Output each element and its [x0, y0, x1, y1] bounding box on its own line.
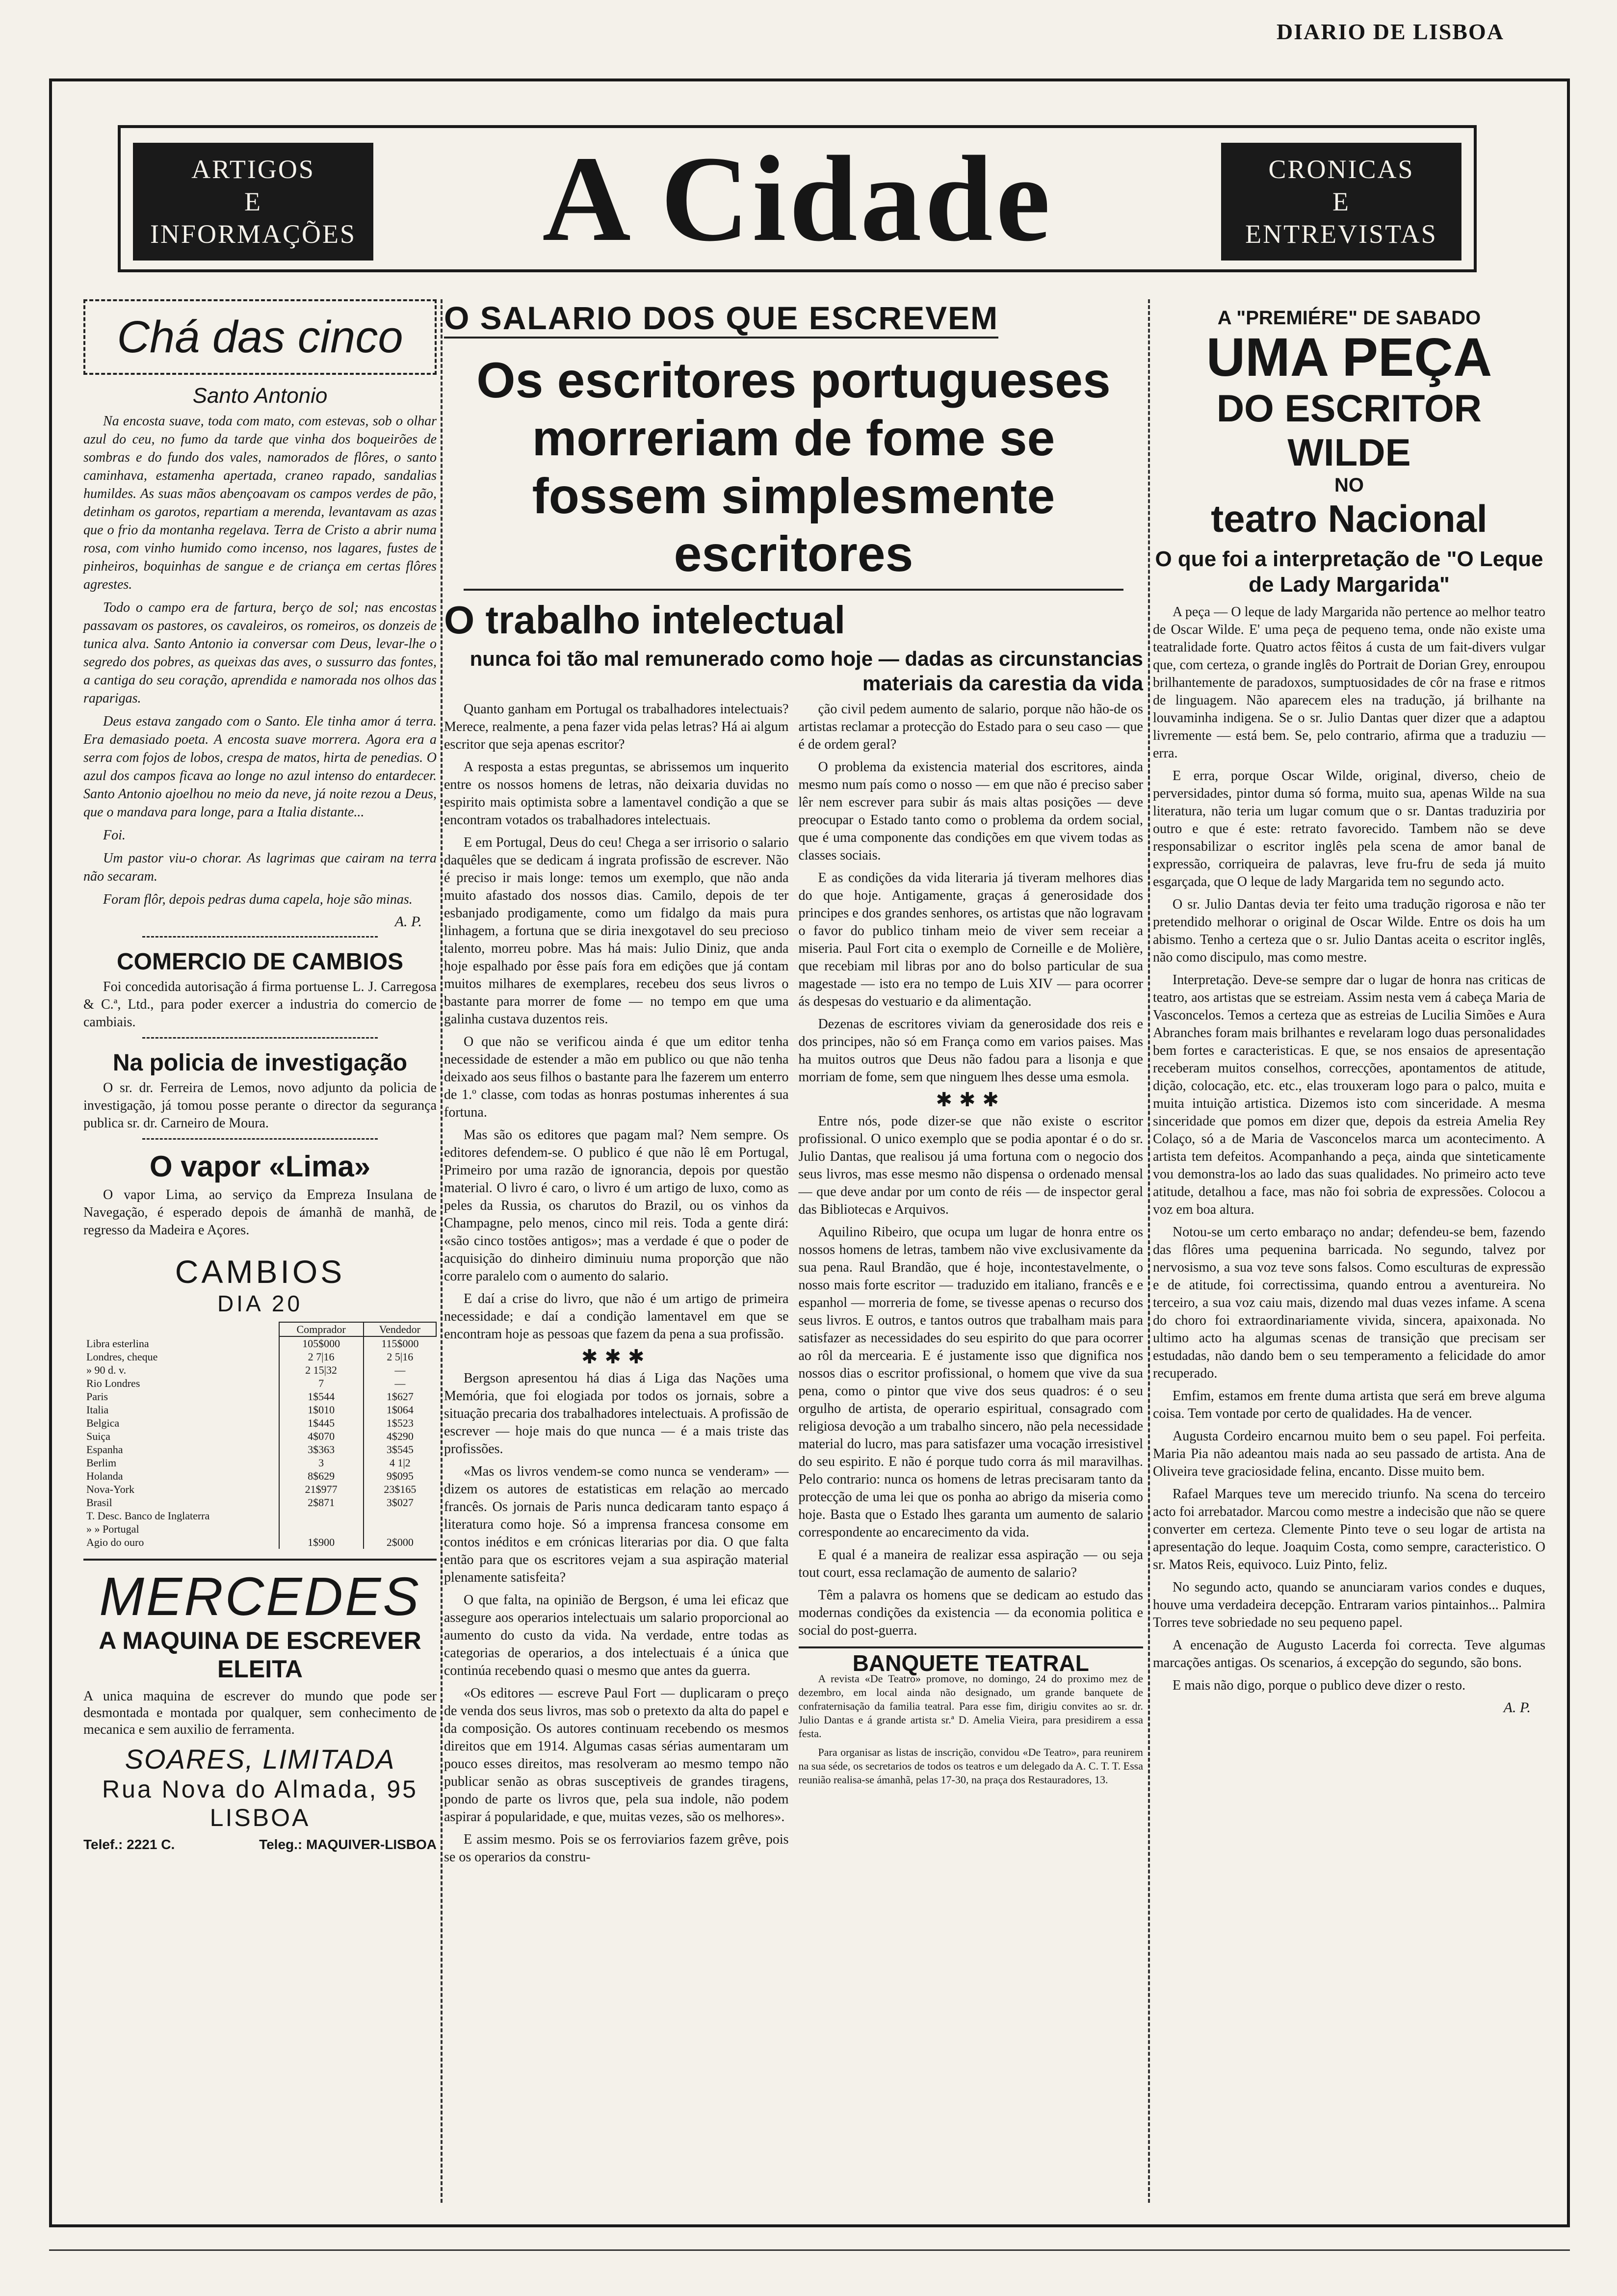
sell-rate: — [364, 1363, 436, 1377]
vapor-text: O vapor Lima, ao serviço da Empreza Insulana de Navegação, é esperado depois de ámanhã de manhã, de regresso da Madeira e Açores. [83, 1187, 437, 1238]
paragraph: Bergson apresentou há dias á Liga das Nações uma Memória, que foi elogiada por todos os jornais, sobre a situação precaria dos trabalhadores intelectuais. A profissão de escrever — hoje mais do que nunca — é a mais triste das profissões. [444, 1371, 789, 1457]
article-body [444, 701, 1143, 1871]
buy-rate: 7 [279, 1377, 364, 1390]
ad-phone: Telef.: 2221 C. [83, 1837, 175, 1852]
paragraph: E erra, porque Oscar Wilde, original, diverso, cheio de perversidades, pintor duma só forma, muito sua, apenas Wilde na sua literatura, não teria um lugar comum que o sr. Dantas traduziria por outro e que é este: retrato favorecido. Tambem não se deve responsabilizar o escritor inglês pela scena de amor banal de expressão, corriqueira de palavras, leve fru-fru de seda já muito esgarçada, que O leque de lady Margarida tem no segundo acto. [1153, 768, 1545, 889]
paragraph: Augusta Cordeiro encarnou muito bem o seu papel. Foi perfeita. Maria Pia não adeantou mais nada ao seu passado de artista. Ana de Oliveira teve graciosidade felina, encanto. Disse muito bem. [1153, 1429, 1545, 1479]
paragraph: Foi. [103, 828, 126, 843]
section-banner [118, 125, 1477, 272]
buy-rate: 1$900 [279, 1536, 364, 1549]
paragraph: Aquilino Ribeiro, que ocupa um lugar de honra entre os nossos homens de letras, tambem não vive exclusivamente da sua pena. Raul Brandão, que é hoje, incontestavelmente, o nosso mais forte escritor — traduzido em italiano, francês e e espanhol — morreria de fome, se tivesse apenas o recurso dos seus livros. E outros, e tantos outros que trabalham mais para satisfazer as necessidades do seu espirito do que para ocorrer ao rôl da mercearia. E é justamente isso que dignifica nos nossos dias o escritor profissional, o homem que vive da sua pena, como o pintor que vive dos seus quadros: é o seu orgulho de artista, de operario espiritual, consagrado com religiosa devoção a um trabalho sincero, não pela necessidade material do lucro, mas para satisfazer uma vocação irresistivel do seu espirito. E não é porque tudo corra ás mil maravilhas. Pelo contrario: nunca os homens de letras precisaram tanto da protecção de uma lei que os ponha ao abrigo da miseria como hoje. Basta que o Estado lhes garanta um aumento de salario correspondente ao encarecimento da vida. [798, 1225, 1143, 1540]
paragraph: A resposta a estas preguntas, se abrissemos um inquerito entre os nossos homens de letras, não deixaria duvidas no espirito mais optimista sobre a lamentavel condição a que se encontram votados os trabalhadores intelectuais. [444, 759, 789, 828]
paragraph: E mais não digo, porque o publico deve dizer o resto. [1173, 1678, 1466, 1693]
column-divider [441, 299, 443, 2203]
cambios-co-text: Foi concedida autorisação á firma portuense L. J. Carregosa & C.ª, Ltd., para poder exercer a industria do comercio de cambiais. [83, 979, 437, 1030]
banner-right-line: E [1332, 187, 1350, 216]
exchange-table-body [83, 1336, 436, 1549]
cambios-date: DIA 20 [217, 1291, 303, 1316]
signature: A. P. [394, 913, 422, 930]
paragraph: «Os editores — escreve Paul Fort — duplicaram o preço de venda dos seus livros, mas sob o pretexto da alta do papel e da composição. Os autores continuam recebendo os mesmos direitos que em 1914. Algumas casas sérias aumentaram um pouco esses direitos, mas resolveram ao mesmo tempo não publicar senão as obras susceptiveis de grandes tiragens, pondo de parte os livros que, pela sua indole, não podem aspirar á popularidade, e que, muitas vezes, são os melhores». [444, 1686, 789, 1825]
table-row [83, 1522, 436, 1536]
paragraph: E assim mesmo. Pois se os ferroviarios fazem grêve, pois se os operarios da constru- [444, 1832, 789, 1865]
paragraph: Quanto ganham em Portugal os trabalhadores intelectuais? Merece, realmente, a pena fazer vida pelas letras? Há ai algum escritor que seja apenas escritor? [444, 702, 789, 752]
ad-text: A unica maquina de escrever do mundo que pode ser desmontada e montada por qualquer, sem conhecimento de mecanica e sem auxilio de ferramenta. [83, 1689, 437, 1737]
paragraph: Na encosta suave, toda com mato, com estevas, sob o olhar azul do ceu, no fumo da tarde que vinha dos boqueirões de sombras e do fundo dos vales, namorados de flôres, o santo caminhava, estamenha apertada, craneo rapado, sandalias humildes. As suas mãos abençoavam os campos verdes de pão, detinham os garotos, repartiam a merenda, levantavam as azas que o frio da montanha regelava. Terra de Cristo a abrir numa rosa, com vinho humido como incenso, nos lagares, fustes de pinheiros, boquinhas de sangue e de criança em certas flôres agrestes. [83, 414, 437, 592]
paragraph: Interpretação. Deve-se sempre dar o lugar de honra nas criticas de teatro, aos artistas que se estreiam. Assim nesta vem á cabeça Maria de Vasconcelos. Temos a certeza que as estreias de Lucilia Simões e Aura Abranches foram mais brilhantes e revelaram logo duas personalidades bem fortes e caracteristicas. E que, se nos ensaios de apresentação receberam muitos conselhos, correcções, apontamentos de atitude, dição, colocação, etc. etc., elas trouxeram logo para o palco, muita e muita intuição artistica. Dizemos isto com sinceridade. A mesma sinceridade que pomos em dizer que, depois da estreia Amelia Rey Colaço, só a de Maria de Vasconcelos marca um acontecimento. A artista tem defeitos. Acompanhando a peça, ainda que sinteticamente vou demonstra-los ao lado das suas qualidades. No primeiro acto teve atitude, detalhou a face, mas não foi sobria de expressões. Colocou a voz em boa altura. [1153, 972, 1545, 1217]
ad-company: SOARES, LIMITADA [125, 1744, 395, 1774]
paragraph: Notou-se um certo embaraço no andar; defendeu-se bem, fazendo das flôres uma pequenina barricada. No segundo, talvez por nervosismo, a sua voz teve sons falsos. Como esculturas de expressão e de atitude, foi correctissima, quando entrou a aventureira. No terceiro, a sua voz caiu mais, dizendo mal duas vezes infame. A scena do choro foi extraordinariamente vivida, sincera, apaixonada. No ultimo acto ha algumas scenas de transição que precisam ser estudadas, não dando bem o seu temperamento a felicidade do amor recuperado. [1153, 1225, 1545, 1381]
article-right-col [799, 701, 1144, 1792]
buy-rate: 1$544 [279, 1390, 364, 1403]
ad-tagline: A MAQUINA DE ESCREVER ELEITA [99, 1627, 421, 1683]
buy-rate: 21$977 [279, 1483, 364, 1496]
paragraph: Entre nós, pode dizer-se que não existe o escritor profissional. O unico exemplo que se podia apontar é o do sr. Julio Dantas, que realisou já uma fortuna com o negocio dos seus livros, mas esse mesmo não dispensa o ordenado mensal — que deve andar por um conto de réis — de inspector geral das Bibliotecas e Arquivos. [798, 1114, 1143, 1217]
table-row [83, 1390, 436, 1403]
sell-rate: 23$165 [364, 1483, 436, 1496]
ad-brand: MERCEDES [99, 1566, 421, 1627]
sell-rate: 2 5|16 [364, 1350, 436, 1363]
column-title-box: Chá das cinco [83, 299, 437, 375]
paragraph: O que falta, na opinião de Bergson, é uma lei eficaz que assegure aos operarios intelectuais um salario proporcional ao aumento do custo da vida. Na verdade, entre todas as categorias de operarios, a dos intelectuais é a única que continúa recebendo quasi o mesmo que antes da guerra. [444, 1592, 789, 1678]
ad-contact [83, 1837, 437, 1852]
table-row [83, 1496, 436, 1509]
policia-text: O sr. dr. Ferreira de Lemos, novo adjunto da policia de investigação, já tomou posse perante o director da segurança publica sr. dr. Carneiro de Moura. [83, 1080, 437, 1131]
review-headline-3: teatro Nacional [1211, 497, 1487, 540]
table-corner [83, 1322, 279, 1336]
buy-rate [279, 1509, 364, 1522]
sell-rate: 4 1|2 [364, 1456, 436, 1469]
table-row [83, 1336, 436, 1350]
advertisement [83, 1559, 437, 1852]
vapor-title: O vapor «Lima» [149, 1150, 371, 1183]
paragraph: ção civil pedem aumento de salario, porque não hão-de os artistas reclamar a protecção do Estado para o seu caso — que é de ordem geral? [798, 702, 1143, 752]
ad-address: Rua Nova do Almada, 95 [102, 1775, 418, 1803]
sell-rate: 3$545 [364, 1443, 436, 1456]
section-stars: ✱✱✱ [581, 1346, 652, 1368]
section-title: A Cidade [542, 131, 1053, 267]
column-left [83, 299, 437, 1852]
paragraph: Foram flôr, depois pedras duma capela, hoje são minas. [103, 892, 413, 907]
currency-label: Berlim [86, 1457, 117, 1469]
currency-label: Belgica [86, 1417, 120, 1429]
banquet-title: BANQUETE TEATRAL [799, 1646, 1144, 1672]
table-row [83, 1430, 436, 1443]
bottom-rule [49, 2249, 1570, 2251]
sell-rate: — [364, 1377, 436, 1390]
currency-label: Holanda [86, 1470, 123, 1482]
buy-rate: 2$871 [279, 1496, 364, 1509]
buy-rate: 8$629 [279, 1469, 364, 1483]
table-row [83, 1363, 436, 1377]
currency-label: Paris [86, 1390, 108, 1403]
exchange-table [83, 1322, 437, 1549]
buy-rate: 1$445 [279, 1416, 364, 1430]
signature: A. P. [1503, 1699, 1531, 1716]
table-row [83, 1483, 436, 1496]
currency-label: » » Portugal [86, 1523, 139, 1535]
table-row [83, 1350, 436, 1363]
column-center [444, 299, 1143, 1871]
table-row [83, 1377, 436, 1390]
paragraph: O que não se verificou ainda é que um editor tenha necessidade de estender a mão em publico ou que não tenha deixado aos seus filhos o bastante para lhe fazerem um enterro de 1.º classe, com todas as honras postumas inherentes á sua fortuna. [444, 1034, 789, 1120]
paragraph: Dezenas de escritores viviam da generosidade dos reis e dos principes, não só em França como em varios paises. Mas ha muitos outros que Deus não fadou para a lisonja e que morriam de fome, sem que ninguem lhes desse uma esmola. [798, 1017, 1143, 1085]
paragraph: E daí a crise do livro, que não é um artigo de primeira necessidade; e daí a condição lamentavel em que se encontram hoje as pessoas que fazem da pena a sua profissão. [444, 1291, 789, 1342]
banner-left-line: ARTIGOS [191, 155, 315, 184]
cambios-title: CAMBIOS [175, 1253, 345, 1290]
column-divider [1148, 299, 1150, 2203]
sell-rate: 1$064 [364, 1403, 436, 1416]
currency-label: Brasil [86, 1496, 112, 1509]
column-header-sell: Vendedor [364, 1322, 436, 1336]
story-body [83, 412, 437, 909]
paragraph: E em Portugal, Deus do ceu! Chega a ser irrisorio o salario daquêles que se dedicam á ingrata profissão de escrever. Não é preciso ir mais longe: temos um exemplo, que não anda muito afastado dos nossos dias. Camilo, depois de ter esbanjado prodigamente, como um fidalgo da mais pura linhagem, a fortuna que se diria inexgotavel do seu precioso talento, morreu pobre. Mas há mais: Julio Diniz, que anda hoje espalhado por êsse país fora em edições que já contam muitos milhares de exemplares, recebeu dos seus livros o bastante para morrer de fome — no tempo em que uma galinha custava duzentos reis. [444, 835, 789, 1027]
paragraph: No segundo acto, quando se anunciaram varios condes e duques, houve uma verdadeira decepção. Entraram varios pintainhos... Palmira Torres teve sobriedade no seu pequeno papel. [1153, 1580, 1545, 1630]
currency-label: Libra esterlina [86, 1337, 149, 1350]
buy-rate: 2 7|16 [279, 1350, 364, 1363]
paragraph: Têm a palavra os homens que se dedicam ao estudo das modernas condições da existencia — da economia politica e social do post-guerra. [798, 1588, 1143, 1638]
buy-rate: 4$070 [279, 1430, 364, 1443]
paragraph: E as condições da vida literaria já tiveram melhores dias do que hoje. Antigamente, graças á generosidade dos principes e dos grandes senhores, os artistas que não logravam o favor do publico tinham meio de viver sem receiar a miseria. Paul Fort cita o exemplo de Corneille e de Molière, que recebiam mil libras por ano do bolso particular de sua magestade — isto era no tempo de Luis XIV — para ocorrer ás despesas do vestuario e da alimentação. [798, 870, 1143, 1009]
paragraph: Um pastor viu-o chorar. As lagrimas que cairam na terra não secaram. [83, 851, 437, 884]
paragraph: Todo o campo era de fartura, berço de sol; nas encostas passavam os pastores, os cavaleiros, os romeiros, os donzeis de tunica alva. Santo Antonio ia conversar com Deus, levar-lhe o segredo dos pobres, as queixas das aves, o sussurro das fontes, a cantiga do seu coração, aprendida e namorada nos olhos das raparigas. [83, 600, 437, 706]
review-kicker: A "PREMIÉRE" DE SABADO [1217, 307, 1481, 329]
banner-left-line: INFORMAÇÕES [150, 219, 357, 249]
review-body [1153, 603, 1545, 1695]
sell-rate: 115$000 [364, 1336, 436, 1350]
sell-rate: 3$027 [364, 1496, 436, 1509]
currency-label: » 90 d. v. [86, 1364, 127, 1376]
story-title: Santo Antonio [192, 384, 328, 408]
column-right [1153, 299, 1545, 1721]
policia-title: Na policia de investigação [112, 1050, 408, 1076]
buy-rate: 2 15|32 [279, 1363, 364, 1377]
banner-left-line: E [244, 187, 262, 216]
table-row [83, 1416, 436, 1430]
review-headline-2: DO ESCRITOR WILDE [1216, 387, 1482, 474]
banner-left-box [133, 143, 373, 261]
currency-label: Londres, cheque [86, 1351, 158, 1363]
table-row [83, 1403, 436, 1416]
banner-right-box [1221, 143, 1461, 261]
table-row [83, 1536, 436, 1549]
currency-label: Nova-York [86, 1483, 134, 1495]
section-stars: ✱✱✱ [936, 1089, 1006, 1111]
paragraph: «Mas os livros vendem-se como nunca se venderam» — dizem os autores de estatisticas em relação ao mercado francês. Os jornais de Paris nunca dedicaram tanto espaço á literatura como hoje. Só a imprensa francesa consome em contos inéditos e em crónicas literarias por dia. O que falta então para que os escritores vejam a sua aspiração material plenamente satisfeita? [444, 1464, 789, 1585]
currency-label: Agio do ouro [86, 1536, 144, 1548]
newspaper-name: DIARIO DE LISBOA [1277, 19, 1504, 44]
currency-label: Espanha [86, 1443, 123, 1456]
rule [464, 589, 1123, 591]
review-headline-no: NO [1334, 474, 1364, 496]
paragraph: Deus estava zangado com o Santo. Ele tinha amor á terra. Era demasiado poeta. A encosta suave morrera. Agora era a serra com fojos de lobos, crespa de matos, hirta de penedias. O azul dos campos ficava ao longe no azul intenso do entardecer. Santo Antonio ajoelhou no meio da neve, já noite rezou a Deus, que o mandava para longe, para a Italia distante... [83, 714, 437, 820]
buy-rate: 3 [279, 1456, 364, 1469]
paragraph: A peça — O leque de lady Margarida não pertence ao melhor teatro de Oscar Wilde. E' uma peça de pequeno tema, onde não existe uma teatralidade forte. Quatro actos fêitos á custa de um fait-divers vulgar que, com certeza, o grande inglês do Portrait de Dorian Grey, enroupou brilhantemente de paradoxos, sumptuosidades de côr na frase e ritmos de linguagem. Não aparecem eles na tradução, já brilhante na louvaminha indigena. Se o sr. Julio Dantas quer dizer que a adaptou livremente — está bem. Se, pelo contrario, afirma que a traduziu — erra. [1153, 604, 1545, 761]
paragraph: Emfim, estamos em frente duma artista que será em breve alguma coisa. Tem vontade por certo de qualidades. Ha de vencer. [1153, 1388, 1545, 1421]
paragraph: O problema da existencia material dos escritores, ainda mesmo num país como o nosso — em que não é preciso saber lêr nem escrever para subir ás mais altas posições — deve preocupar o Estado tanto como o problema da ordem social, que é uma componente das condições em que vivem todas as classes sociais. [798, 759, 1143, 863]
banquet-text: A revista «De Teatro» promove, no domingo, 24 do proximo mez de dezembro, em local ainda não designado, um grande banquete de confraternisação da familia teatral. Para esse fim, dirigiu convites ao sr. dr. Julio Dantas e á grande artista sr.ª D. Amelia Vieira, para presidirem a essa festa. [798, 1672, 1143, 1740]
buy-rate: 105$000 [279, 1336, 364, 1350]
table-row [83, 1456, 436, 1469]
currency-label: Rio Londres [86, 1377, 140, 1389]
ornament-divider [142, 936, 378, 938]
currency-label: Suiça [86, 1430, 110, 1442]
table-row [83, 1469, 436, 1483]
paragraph: Rafael Marques teve um merecido triunfo. Na scena do terceiro acto foi arrebatador. Marcou como mestre a indecisão que não se quere converter em certeza. Clemente Pinto teve o seu logar de artista na apresentação do leque. Joaquim Costa, como sempre, caracteristico. O sr. Matos Reis, equivoco. Luiz Pinto, feliz. [1153, 1487, 1545, 1572]
ornament-divider [142, 1138, 378, 1140]
paragraph: E qual é a maneira de realizar essa aspiração — ou seja tout court, essa reclamação de aumento de salario? [798, 1547, 1143, 1580]
ad-city: LISBOA [209, 1804, 311, 1831]
table-row [83, 1443, 436, 1456]
sell-rate [364, 1522, 436, 1536]
paragraph: Mas são os editores que pagam mal? Nem sempre. Os editores defendem-se. O publico é que não lê em Portugal, Primeiro por uma razão de ignorancia, depois por questão material. O livro é caro, o livro é um artigo de luxo, como as peles da Russia, os charutos do Brazil, ou os vinhos da Champagne, pelo menos, cinco mil reis. Toda a gente dirá: «são cinco tostões antigos»; mas a verdade é que o poder de acquisição do dinheiro diminuiu numa proporção que não corre paralelo com o aumento do salario. [444, 1127, 789, 1284]
buy-rate [279, 1522, 364, 1536]
cambios-co-title: COMERCIO DE CAMBIOS [116, 949, 403, 975]
review-headline-1: UMA PEÇA [1206, 327, 1492, 388]
column-header-buy: Comprador [279, 1322, 364, 1336]
currency-label: Italia [86, 1404, 109, 1416]
buy-rate: 3$363 [279, 1443, 364, 1456]
sell-rate: 1$523 [364, 1416, 436, 1430]
sell-rate: 9$095 [364, 1469, 436, 1483]
sell-rate: 2$000 [364, 1536, 436, 1549]
article-kicker: O SALARIO DOS QUE ESCREVEM [444, 299, 998, 339]
ornament-divider [142, 1037, 378, 1039]
ad-telegraph: Teleg.: MAQUIVER-LISBOA [259, 1837, 437, 1852]
currency-label: T. Desc. Banco de Inglaterra [86, 1510, 210, 1522]
article-left-col [444, 701, 789, 1871]
sell-rate [364, 1509, 436, 1522]
banner-right-line: ENTREVISTAS [1245, 219, 1437, 249]
article-headline: Os escritores portugueses morreriam de fome se fossem simplesmente escritores [476, 352, 1111, 582]
paragraph: O sr. Julio Dantas devia ter feito uma tradução rigorosa e não ter pretendido melhorar o original de Oscar Wilde. Entre os dois ha um abismo. Tenho a certeza que o sr. Julio Dantas aceita o escritor inglês, não como discipulo, mas como mestre. [1153, 897, 1545, 965]
banner-right-line: CRONICAS [1268, 155, 1414, 184]
banquet-text-2: Para organisar as listas de inscrição, convidou «De Teatro», para reunirem na sua séde, os secretarios de todos os teatros e um delegado da A. C. T. T. Essa reunião realisa-se ámanhã, pelas 17-30, na praça dos Restauradores, 13. [798, 1746, 1143, 1786]
buy-rate: 1$010 [279, 1403, 364, 1416]
review-subheading: O que foi a interpretação de "O Leque de Lady Margarida" [1155, 547, 1543, 597]
sell-rate: 4$290 [364, 1430, 436, 1443]
sell-rate: 1$627 [364, 1390, 436, 1403]
section-head: O trabalho intelectual [444, 598, 845, 642]
article-deck: nunca foi tão mal remunerado como hoje — dadas as circunstancias materiais da carestia da vida [469, 647, 1143, 695]
table-row [83, 1509, 436, 1522]
paragraph: A encenação de Augusto Lacerda foi correcta. Teve algumas marcações antigas. Os scenarios, á excepção do segundo, são bons. [1153, 1638, 1545, 1670]
